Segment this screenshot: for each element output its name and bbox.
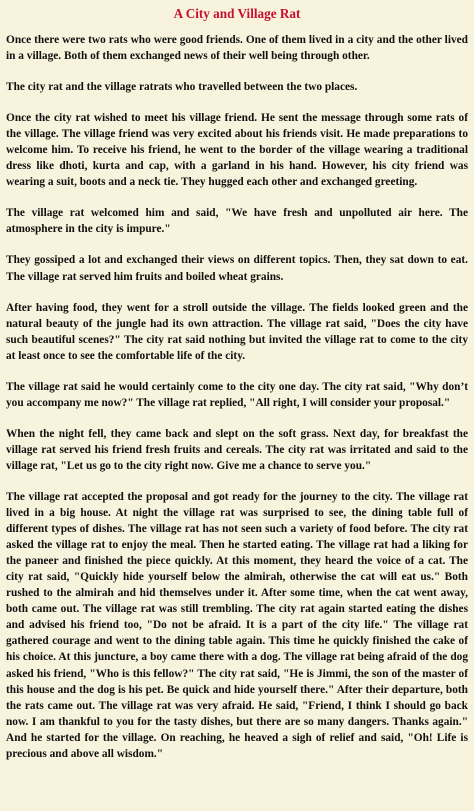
- paragraph-6: After having food, they went for a stroll outside the village. The fields looked green and the natural beauty of the jungle had its own attraction. The village rat said, "Does the city have such beautiful scenes?" The city rat said nothing but invited the village rat to come to the city at least once to see the comfortable life of the city.: [6, 301, 468, 362]
- paragraph-5: They gossiped a lot and exchanged their views on different topics. Then, they sat down to eat. The village rat served him fruits and boiled wheat grains.: [6, 254, 468, 283]
- paragraph-8: When the night fell, they came back and slept on the soft grass. Next day, for breakfast the village rat served his friend fresh fruits and cereals. The city rat was irritated and said to the village rat, "Let us go to the city right now. Give me a chance to serve you.": [6, 427, 468, 472]
- paragraph-2: The city rat and the village ratrats who travelled between the two places.: [6, 81, 358, 94]
- paragraph-1: Once there were two rats who were good friends. One of them lived in a city and the other lived in a village. Both of them exchanged news of their well being through other.: [6, 34, 468, 63]
- paragraph-4: The village rat welcomed him and said, "We have fresh and unpolluted air here. The atmosphere in the city is impure.": [6, 207, 468, 236]
- paragraph-9: The village rat accepted the proposal and got ready for the journey to the city. The village rat lived in a big house. At night the village rat was surprised to see, the dining table full of different types of dishes. The village rat has not seen such a variety of food before. The city rat asked the village rat to enjoy the meal. Then he started eating. The village rat had a liking for the paneer and finished the piece quickly. At this moment, they heard the voice of a cat. The city rat said, "Quickly hide yourself below the almirah, otherwise the cat will eat us." Both rushed to the almirah and hid themselves under it. After some time, when the cat went away, both came out. The village rat was still trembling. The city rat again started eating the dishes and advised his friend too, "Do not be afraid. It is a part of the city life." The village rat gathered courage and went to the dining table again. This time he quickly finished the cake of his choice. At this juncture, a boy came there with a dog. The village rat being afraid of the dog asked his friend, "Who is this fellow?" The city rat said, "He is Jimmi, the son of the master of this house and the dog is his pet. Be quick and hide yourself there." After their departure, both the rats came out. The village rat was very afraid. He said, "Friend, I think I should go back now. I am thankful to you for the tasty dishes, but there are so many dangers. Thanks again." And he started for the village. On reaching, he heaved a sigh of relief and said, "Oh! Life is precious and above all wisdom.": [6, 490, 468, 760]
- story-title: A City and Village Rat: [173, 6, 301, 21]
- story-page: [6, 6, 468, 762]
- paragraph-7: The village rat said he would certainly come to the city one day. The city rat said, "Why don’t you accompany me now?" The village rat replied, "All right, I will consider your proposal.": [6, 380, 468, 409]
- paragraph-3: Once the city rat wished to meet his village friend. He sent the message through some rats of the village. The village friend was very excited about his friends visit. He made preparations to welcome him. To receive his friend, he went to the border of the village wearing a traditional dress like dhoti, kurta and cap, with a garland in his hand. However, his city friend was wearing a suit, boots and a neck tie. They hugged each other and exchanged greeting.: [6, 112, 468, 189]
